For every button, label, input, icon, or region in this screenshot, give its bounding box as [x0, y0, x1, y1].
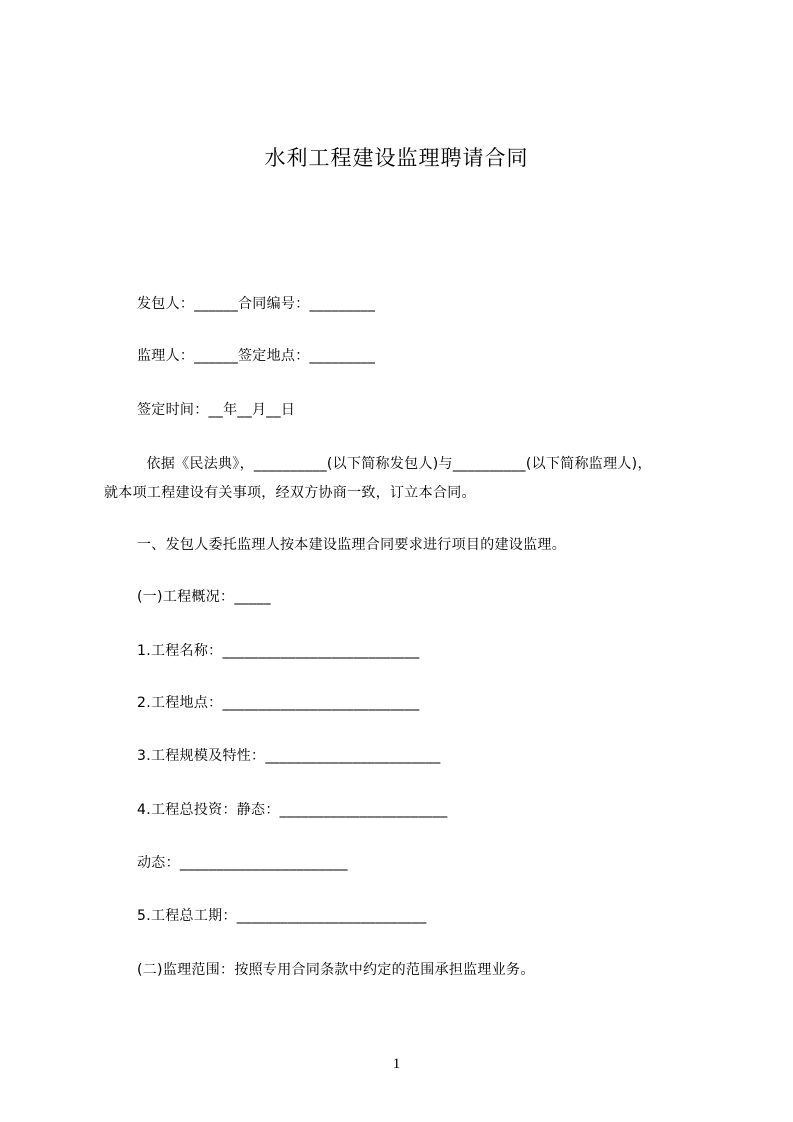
clause-one: 一、发包人委托监理人按本建设监理合同要求进行项目的建设监理。: [137, 537, 566, 553]
project-name: 1.工程名称：___________________________: [137, 643, 420, 659]
preamble-line-1: 依据《民法典》，__________(以下简称发包人)与__________(以下简称监理人)，: [137, 456, 652, 472]
project-location: 2.工程地点：___________________________: [137, 695, 420, 711]
total-duration: 5.工程总工期：__________________________: [137, 908, 427, 924]
document-title: 水利工程建设监理聘请合同: [264, 146, 529, 170]
signing-date-line: 签定时间：__年__月__日: [137, 402, 296, 418]
supervision-scope: (二)监理范围：按照专用合同条款中约定的范围承担监理业务。: [137, 962, 535, 978]
supervisor-line: 监理人：______签定地点：_________: [137, 348, 376, 364]
total-investment-dynamic: 动态：_______________________: [137, 855, 348, 871]
employer-line: 发包人：______合同编号：_________: [137, 296, 376, 312]
page-number: 1: [392, 1056, 401, 1072]
total-investment-static: 4.工程总投资：静态：_______________________: [137, 802, 448, 818]
project-overview: (一)工程概况：_____: [137, 589, 271, 605]
project-scale: 3.工程规模及特性：________________________: [137, 748, 441, 764]
preamble-line-2: 就本项工程建设有关事项，经双方协商一致，订立本合同。: [104, 485, 476, 501]
